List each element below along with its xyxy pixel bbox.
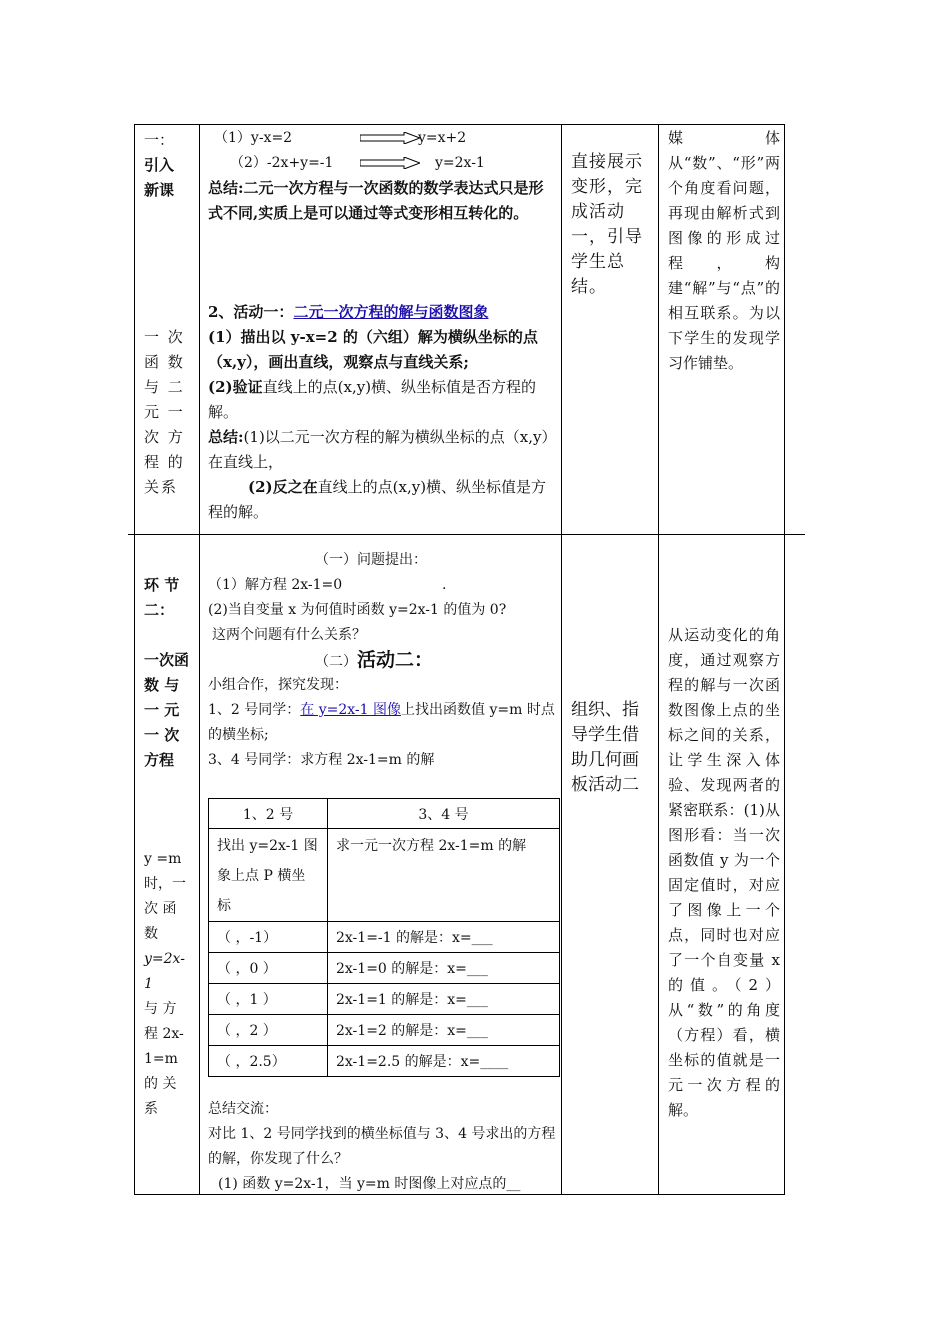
grid-left — [134, 124, 135, 1195]
section1-intent: 媒体从“数”、“形”两个角度看问题，再现由解析式到图像的形成过程，构建“解”与“点”的相互联系。为以下学生的发现学习作铺垫。 — [668, 129, 780, 372]
section1-label — [144, 128, 192, 203]
table-header-cell: 3、4 号 — [328, 799, 560, 829]
section2-sub-line: y=2x-1 — [144, 951, 185, 992]
activity1-heading — [208, 300, 558, 325]
section2-sub-line: y =m — [144, 851, 182, 867]
section2-sub-line: 与 方 — [144, 1001, 177, 1017]
section2-label — [144, 573, 192, 773]
table-row — [209, 1015, 560, 1046]
activity2-prefix: （二） — [315, 654, 357, 670]
question-heading: （一）问题提出： — [315, 552, 427, 568]
section2-label-line: 一次函 — [144, 651, 190, 669]
table-row — [209, 922, 560, 953]
summary2-bold: 总结: — [208, 428, 244, 446]
table-header-row — [209, 799, 560, 829]
students-34: 3、4 号同学：求方程 2x-1=m 的解 — [208, 752, 435, 768]
section2-sub-line: 程 2x- — [144, 1026, 184, 1042]
students-12 — [208, 698, 558, 748]
section1-sub-line: 函 数 — [144, 353, 185, 371]
arrow-right-icon — [360, 132, 420, 144]
table-cell[interactable]: 2x-1=2.5 的解是：x=____ — [328, 1046, 560, 1077]
section2-teacher: 组织、指导学生借助几何画板活动二 — [571, 700, 639, 795]
grid-top — [134, 124, 784, 125]
section2-sublabel — [144, 847, 192, 1122]
table-cell[interactable]: 2x-1=1 的解是：x=___ — [328, 984, 560, 1015]
table-row — [209, 1046, 560, 1077]
grid-right — [784, 124, 785, 1195]
summary2-line1: (1)以二元一次方程的解为横纵坐标的点（x,y）在直线上， — [208, 428, 557, 471]
question-3: 这两个问题有什么关系？ — [212, 627, 366, 643]
summary1: 总结:二元一次方程与一次函数的数学表达式只是形式不同,实质上是可以通过等式变形相互转化的。 — [208, 179, 544, 222]
section1-label-line: 新课 — [144, 181, 175, 199]
section2-label-line: 一 元 — [144, 701, 180, 719]
section2-label-line: 环 节 — [144, 576, 180, 594]
section2-sub-line: 次 函 — [144, 901, 177, 917]
section2-label-line: 二： — [144, 601, 175, 619]
grid-col3 — [561, 124, 562, 1195]
compare-text: 对比 1、2 号同学找到的横坐标值与 3、4 号求出的方程的解，你发现了什么？ — [208, 1126, 556, 1167]
section1-sub-line: 程 的 — [144, 453, 185, 471]
section1-label-line: 一： — [144, 131, 175, 149]
section2-intent: 从运动变化的角度，通过观察方程的解与一次函数图像上点的坐标之间的关系，让学生深入体验、发现两者的紧密联系：(1)从图形看：当一次函数值 y 为一个固定值时，对应了图像上一个点，同时也对应了一个自变量 x 的值。（2）从“数”的角度（方程）看，横坐标的值就是一元一次方程的解。 — [668, 626, 780, 1119]
section2-sub-line: 数 — [144, 926, 158, 942]
table-desc-cell: 求一元一次方程 2x-1=m 的解 — [328, 829, 560, 922]
table-header-cell: 1、2 号 — [209, 799, 328, 829]
question-2: (2)当自变量 x 为何值时函数 y=2x-1 的值为 0? — [208, 602, 507, 618]
table-row — [209, 953, 560, 984]
activity1-link[interactable]: 二元一次方程的解与函数图象 — [293, 303, 489, 321]
section2-sub-line: 时，一 — [144, 876, 186, 892]
grid-col4 — [658, 124, 659, 1195]
activity1-item1: (1）描出以 y-x=2 的（六组）解为横纵坐标的点（x,y），画出直线，观察点与直线关系; — [208, 328, 538, 371]
activity1-prefix: 2、活动一： — [208, 303, 294, 321]
summary2-2 — [208, 475, 558, 525]
table-desc-row — [209, 829, 560, 922]
section1-sub-line: 元 一 — [144, 403, 185, 421]
section1-label-line: 引入 — [144, 156, 175, 174]
table-cell[interactable]: （ ，0 ） — [209, 953, 328, 984]
arrow-right-icon — [360, 157, 420, 169]
activity1-item2-rest: 直线上的点(x,y)横、纵坐标值是否方程的解。 — [208, 378, 537, 421]
activity2-heading — [315, 648, 433, 675]
table-desc-cell: 找出 y=2x-1 图象上点 P 横坐标 — [209, 829, 328, 922]
section1-sub-line: 与 二 — [144, 378, 185, 396]
summary2-line2-bold: (2)反之在 — [248, 478, 318, 496]
section2-sub-line: 的 关 — [144, 1076, 177, 1092]
table-row — [209, 984, 560, 1015]
summary2 — [208, 425, 558, 475]
section1-sub-line: 关系 — [144, 478, 179, 496]
table-cell[interactable]: （ ，2.5） — [209, 1046, 328, 1077]
grid-mid — [128, 534, 805, 535]
exchange-heading: 总结交流： — [208, 1101, 278, 1117]
eq2-left: （2）-2x+y=-1 — [230, 155, 334, 171]
table-cell[interactable]: 2x-1=-1 的解是：x=___ — [328, 922, 560, 953]
question-1-dot: . — [442, 577, 447, 593]
table-cell[interactable]: （ ，2 ） — [209, 1015, 328, 1046]
activity1-item2-bold: (2)验证 — [208, 378, 263, 396]
students-12-link[interactable]: 在 y=2x-1 图像 — [300, 702, 401, 718]
activity-table — [208, 798, 560, 1077]
section2-label-line: 数 与 — [144, 676, 180, 694]
students-12-prefix: 1、2 号同学： — [208, 702, 301, 718]
table-cell[interactable]: （ ，-1） — [209, 922, 328, 953]
activity2-title: 活动二： — [357, 649, 434, 671]
item-1: (1) 函数 y=2x-1，当 y=m 时图像上对应点的__ — [218, 1176, 521, 1192]
table-cell[interactable]: （ ，1 ） — [209, 984, 328, 1015]
table-cell[interactable]: 2x-1=0 的解是：x=___ — [328, 953, 560, 984]
eq1-left: （1）y-x=2 — [214, 130, 293, 146]
summary2-line2-rest: 直线上的点(x,y)横、纵坐标值是方程的解。 — [208, 478, 547, 521]
group-work: 小组合作，探究发现： — [208, 677, 348, 693]
eq2-right: y=2x-1 — [435, 155, 485, 171]
section2-label-line — [144, 623, 192, 648]
question-1: （1）解方程 2x-1=0 — [208, 577, 343, 593]
section1-sublabel — [144, 325, 192, 500]
table-cell[interactable]: 2x-1=2 的解是：x=___ — [328, 1015, 560, 1046]
students-12-rest: 上找出函数值 y=m 时点的横坐标; — [208, 702, 555, 743]
section2-sub-line: 系 — [144, 1101, 158, 1117]
section1-teacher: 直接展示变形，完成活动一，引导学生总结。 — [571, 152, 643, 297]
section1-sub-line: 一 次 — [144, 328, 185, 346]
section2-sub-line: 1=m — [144, 1051, 178, 1067]
eq1-right: y=x+2 — [418, 130, 467, 146]
section1-sub-line: 次 方 — [144, 428, 185, 446]
section2-label-line: 方程 — [144, 751, 175, 769]
section2-label-line: 一 次 — [144, 726, 180, 744]
grid-col2 — [199, 124, 200, 1195]
activity1-item2 — [208, 375, 558, 425]
